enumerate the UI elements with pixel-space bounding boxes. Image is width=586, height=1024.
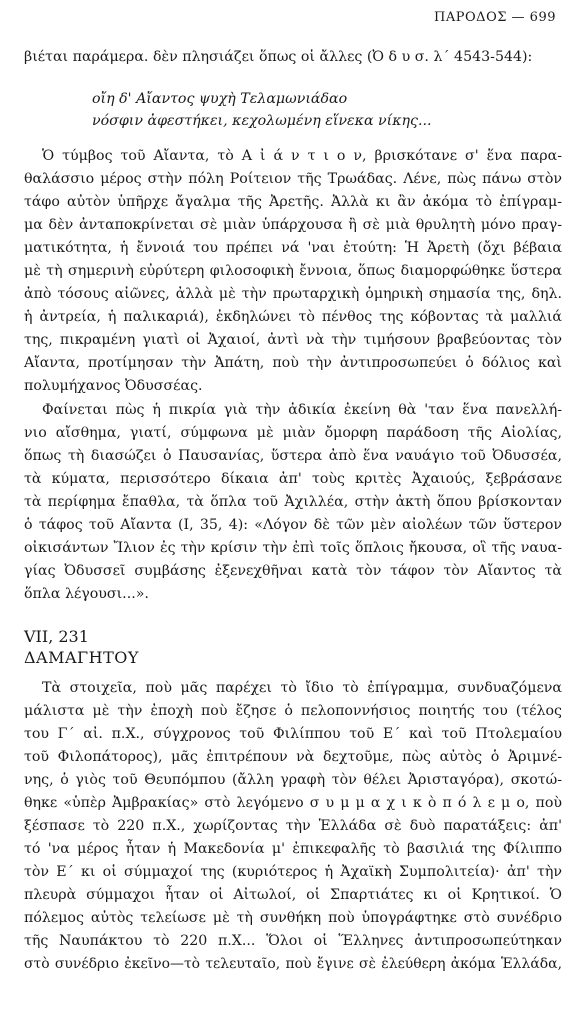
section-title: ΔΑΜΑΓΗΤΟΥ: [24, 648, 139, 667]
text-line: νης, ὁ γιὸς τοῦ Θευπόμπου (ἄλλη γραφὴ τὸν θέλει Ἀρισταγόρα), σκοτώ-: [24, 772, 562, 788]
text-line: μὲ τὴ σημερινὴ εὐρύτερη φιλοσοφικὴ ἔννοια, ὅπως διαμορφώθηκε ὕστερα: [24, 263, 562, 279]
text-line: ὅπως τὴ διασώζει ὁ Παυσανίας, ὕστερα ἀπὸ ἕνα ναυάγιο τοῦ Ὀδυσσέα,: [24, 448, 562, 464]
text-line: Φαίνεται πὼς ἡ πικρία γιὰ τὴν ἀδικία ἐκείνη θὰ 'ταν ἕνα πανελλή-: [42, 402, 562, 418]
text-line: ματικότητα, ἡ ἔννοιά του πρέπει νά 'ναι ἐτούτη: Ἡ Ἀρετὴ (ὄχι βέβαια: [24, 240, 562, 256]
text-line: νιο αἴσθημα, γιατί, σύμφωνα μὲ μιὰν ὄμορφη παράδοση τῆς Αἰολίας,: [24, 425, 562, 441]
text-line: τό 'να μέρος ἦταν ἡ Μακεδονία μ' ἐπικεφαλῆς τὸ βασιλιά της Φίλιππο: [24, 841, 562, 857]
text-line: ὅπλα λέγουσι...».: [24, 586, 149, 602]
text-line: τάφο αὐτὸν ὑπῆρχε ἄγαλμα τῆς Ἀρετῆς. Ἀλλὰ κι ἂν ἀκόμα τὸ ἐπίγραμ-: [24, 194, 562, 210]
text-line: στὸ συνέδριο ἐκεῖνο—τὸ τελευταῖο, ποὺ ἔγινε σὲ ἐλεύθερη ἀκόμα Ἑλλάδα,: [24, 956, 562, 972]
text-line: πλευρὰ σύμμαχοι ἦταν οἱ Αἰτωλοί, οἱ Σπαρτιάτες κι οἱ Κρητικοί. Ὁ: [24, 887, 562, 903]
text-line: του Γ΄ αἰ. π.Χ., σύγχρονος τοῦ Φιλίππου τοῦ Ε΄ καὶ τοῦ Πτολεμαίου: [24, 726, 562, 742]
text-line: τὸν Ε΄ κι οἱ σύμμαχοί της (κυριότερος ἡ Ἀχαϊκὴ Συμπολιτεία)· ἀπ' τὴν: [24, 864, 562, 880]
text-line: βιέται παράμερα. δὲν πλησιάζει ὅπως οἱ ἄλλες (Ὀ δ υ σ. λ΄ 4543-544):: [24, 49, 533, 65]
section-number: VII, 231: [24, 627, 89, 646]
text-line: Αἴαντα, προτίμησαν τὴν Ἀπάτη, ποὺ τὴν ἀντιπροσωπεύει ὁ δόλιος καὶ: [24, 355, 562, 371]
text-line: Ὁ τύμβος τοῦ Αἴαντα, τὸ Α ἰ ά ν τ ι ο ν, βρισκότανε σ' ἕνα παρα-: [42, 148, 562, 164]
running-header: ΠΑΡΟΔΟΣ — 699: [434, 10, 556, 25]
text-line: Τὰ στοιχεῖα, ποὺ μᾶς παρέχει τὸ ἴδιο τὸ ἐπίγραμμα, συνδυαζόμενα: [42, 680, 562, 696]
text-line: τῆς Ναυπάκτου τὸ 220 π.Χ... Ὅλοι οἱ Ἕλληνες ἀντιπροσωπεύτηκαν: [24, 933, 562, 949]
text-line: μα δὲν ἀνταποκρίνεται σὲ μιὰν ὑπάρχουσα ἢ σὲ μιὰ θρυλητὴ μόνο πραγ-: [24, 217, 562, 233]
text-line: μάλιστα μὲ τὴν ἐποχὴ ποὺ ἔζησε ὁ πελοποννήσιος ποιητής του (τέλος: [24, 703, 562, 719]
text-line: πολυμήχανος Ὀδυσσέας.: [24, 378, 203, 394]
text-line: ὁ τάφος τοῦ Αἴαντα (I, 35, 4): «Λόγον δὲ τῶν μὲν αἰολέων τῶν ὕστερον: [24, 517, 562, 533]
text-line: τὰ κύματα, περισσότερο δίκαια ἀπ' τοὺς κριτὲς Ἀχαιούς, ξεβράσανε: [24, 471, 562, 487]
text-line: τοῦ Φιλοπάτορος), μᾶς ἐπιτρέπουν νὰ δεχτοῦμε, πὼς αὐτὸς ὁ Ἀριμνέ-: [24, 749, 562, 765]
text-line: ἡ ἀντρεία, ἡ παλικαριά), ἐκδηλώνει τὸ πένθος της κόβοντας τὰ μαλλιά: [24, 309, 562, 325]
text-line: οἰκισάντων Ἴλιον ἐς τὴν κρίσιν τὴν ἐπὶ τοῖς ὅπλοις ἤκουσα, οἳ τῆς ναυα-: [24, 540, 562, 556]
text-line: θηκε «ὑπὲρ Ἀμβρακίας» στὸ λεγόμενο σ υ μ μ α χ ι κ ὸ π ό λ ε μ ο, ποὺ: [24, 795, 562, 811]
verse-line: οἴη δ' Αἴαντος ψυχὴ Τελαμωνιάδαο: [92, 91, 348, 107]
text-line: πόλεμος αὐτὸς τελείωσε μὲ τὴ συνθήκη ποὺ ὑπογράφτηκε στὸ συνέδριο: [24, 910, 562, 926]
text-line: της, πικραμένη γιατὶ οἱ Ἀχαιοί, ἀντὶ νὰ τὴν τιμήσουν βραβεύοντας τὸν: [24, 332, 562, 348]
verse-line: νόσφιν ἀφεστήκει, κεχολωμένη εἵνεκα νίκης...: [92, 113, 432, 129]
text-line: θαλάσσιο μέρος στὴν πόλη Ροίτειον τῆς Τρωάδας. Λένε, πὼς πάνω στὸν: [24, 171, 562, 187]
text-line: τὰ περίφημα ἔπαθλα, τὰ ὅπλα τοῦ Ἀχιλλέα, στὴν ἀκτὴ ὅπου βρίσκονταν: [24, 494, 562, 510]
text-line: ἀπὸ τόσους αἰῶνες, ἀλλὰ μὲ τὴν πρωταρχικὴ ὁμηρικὴ σημασία της, δηλ.: [24, 286, 562, 302]
text-line: ξέσπασε τὸ 220 π.Χ., χωρίζοντας τὴν Ἑλλάδα σὲ δυὸ παρατάξεις: ἀπ': [24, 818, 562, 834]
text-line: γίας Ὀδυσσεῖ συμβάσης ἐξενεχθῆναι κατὰ τὸν τάφον τὸν Αἴαντος τὰ: [24, 563, 562, 579]
